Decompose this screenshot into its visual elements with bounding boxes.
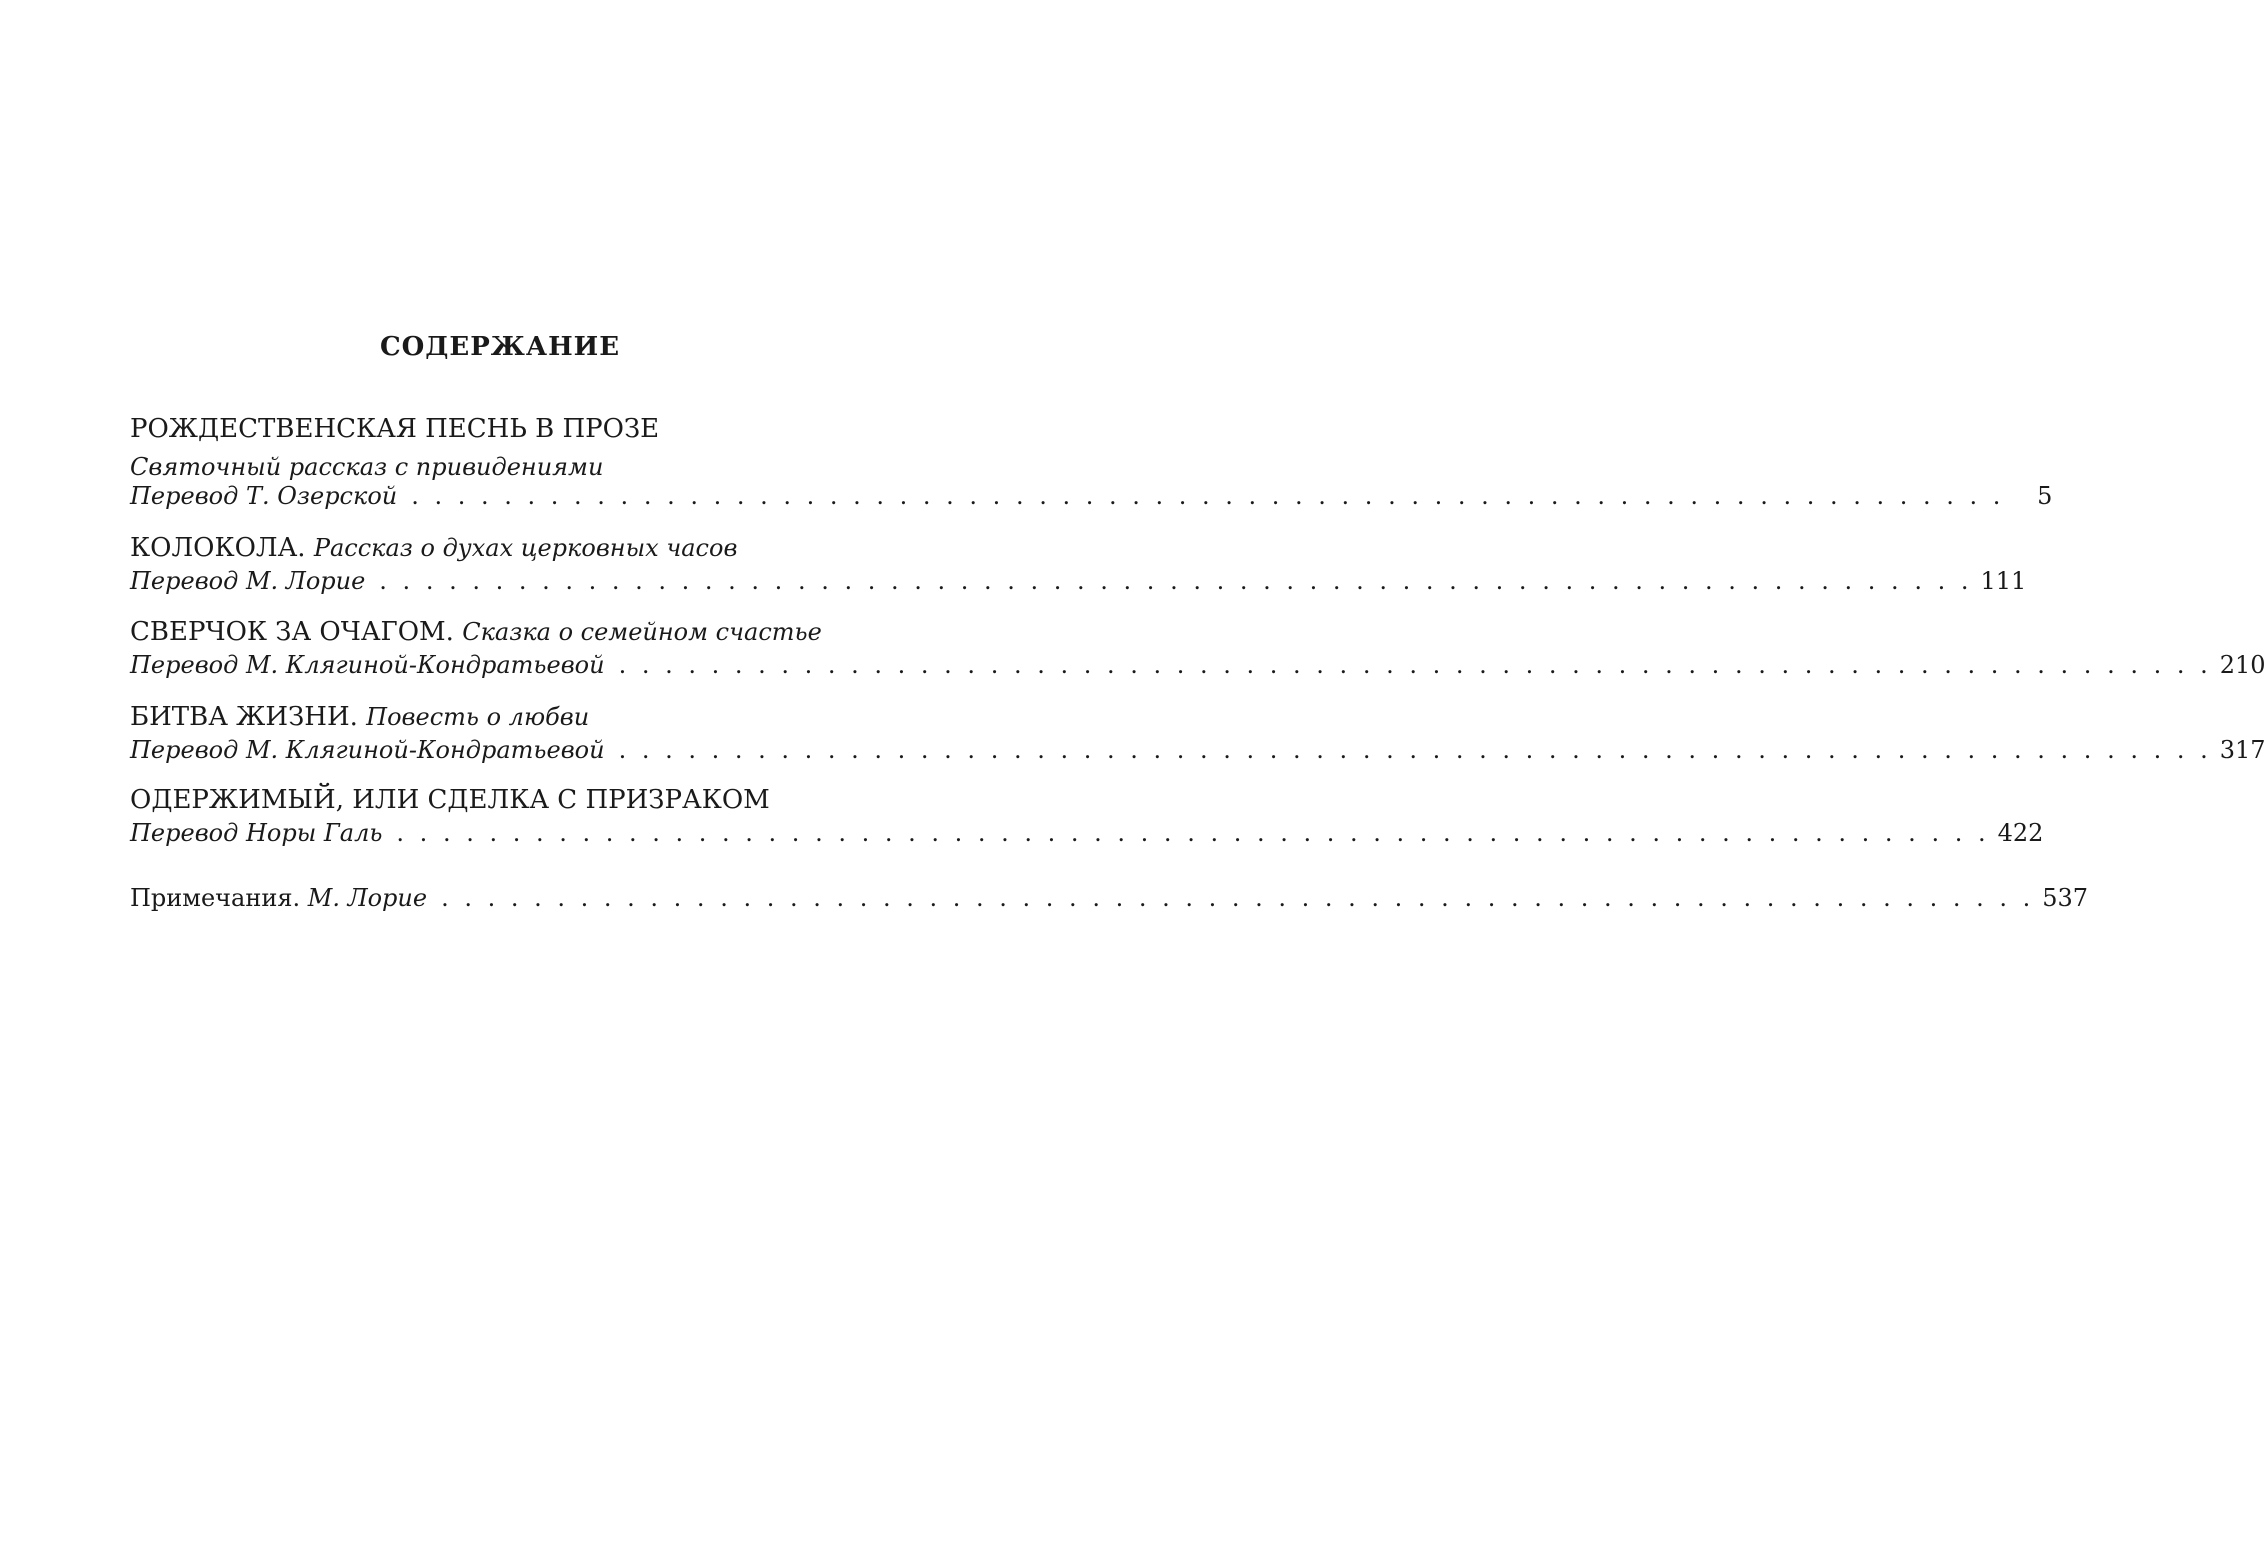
toc-entry-title-line [130, 531, 880, 565]
dot-leader: . . . . . . . . . . . . . . . . . . . . . . . . . . . . . . . . . . . . . . . . . . . . . . . . . . . . . . . . . . . . . . . . . . . . . [618, 651, 2212, 679]
toc-entry-subtitle: Повесть о любви [366, 703, 590, 731]
toc-entry-page: 422 [1997, 819, 2044, 847]
dot-leader: . . . . . . . . . . . . . . . . . . . . . . . . . . . . . . . . . . . . . . . . . . . . . . . . . . . . . . . . . . . . . . . . . . . . . [379, 567, 1973, 595]
toc-entry-translator: Перевод М. Клягиной-Кондратьевой [130, 736, 605, 764]
toc-entry-page: 5 [2037, 482, 2053, 510]
toc-entry-page: 111 [1980, 567, 2027, 595]
dot-leader: . . . . . . . . . . . . . . . . . . . . . . . . . . . . . . . . . . . . . . . . . . . . . . . . . . . . . . . . . . . . . . . . . . . . . [396, 819, 1990, 847]
toc-entry-title: ОДЕРЖИМЫЙ, ИЛИ СДЕЛКА С ПРИЗРАКОМ [130, 785, 770, 815]
toc-entry-title: СВЕРЧОК ЗА ОЧАГОМ. [130, 617, 454, 647]
toc-entry-title-line [130, 615, 880, 649]
toc-entry-translator: Перевод Т. Озерской [130, 482, 398, 510]
toc-entry-translator: Перевод М. Лорие [130, 567, 366, 595]
toc-entry-page: 317 [2219, 736, 2266, 764]
toc-entry-subtitle: Святочный рассказ с привидениями [130, 453, 604, 481]
dot-leader: . . . . . . . . . . . . . . . . . . . . . . . . . . . . . . . . . . . . . . . . . . . . . . . . . . . . . . . . . . . . . . . . . . . . . [618, 736, 2212, 764]
toc-entry-translator-line [130, 479, 2053, 513]
toc-entry-translator: Перевод Норы Галь [130, 819, 383, 847]
toc-entry-translator: Перевод М. Клягиной-Кондратьевой [130, 651, 605, 679]
toc-notes-author: М. Лорие [307, 884, 428, 912]
toc-notes-page: 537 [2042, 884, 2089, 912]
toc-entry-translator-line [130, 564, 2027, 598]
toc-entry-title-line [130, 700, 880, 734]
toc-entry-translator-line [130, 648, 2266, 682]
toc-entry-page: 210 [2219, 651, 2266, 679]
dot-leader: . . . . . . . . . . . . . . . . . . . . . . . . . . . . . . . . . . . . . . . . . . . . . . . . . . . . . . . . . . . . . . . . . . . . . [441, 884, 2035, 912]
toc-heading: СОДЕРЖАНИЕ [379, 332, 621, 362]
toc-notes-text [130, 881, 427, 915]
dot-leader: . . . . . . . . . . . . . . . . . . . . . . . . . . . . . . . . . . . . . . . . . . . . . . . . . . . . . . . . . . . . . . . . . . . . . [411, 482, 2005, 510]
toc-entry-title: КОЛОКОЛА. [130, 533, 306, 563]
toc-entry-title: БИТВА ЖИЗНИ. [130, 702, 358, 732]
toc-notes-label: Примечания. [130, 884, 301, 912]
toc-entry-translator-line [130, 816, 2044, 850]
toc-entry-translator-line [130, 733, 2266, 767]
toc-entry-subtitle: Рассказ о духах церковных часов [313, 534, 738, 562]
toc-notes-line [130, 881, 2089, 915]
toc-entry-subtitle: Сказка о семейном счастье [462, 618, 822, 646]
toc-entry-title: РОЖДЕСТВЕНСКАЯ ПЕСНЬ В ПРОЗЕ [130, 414, 660, 444]
